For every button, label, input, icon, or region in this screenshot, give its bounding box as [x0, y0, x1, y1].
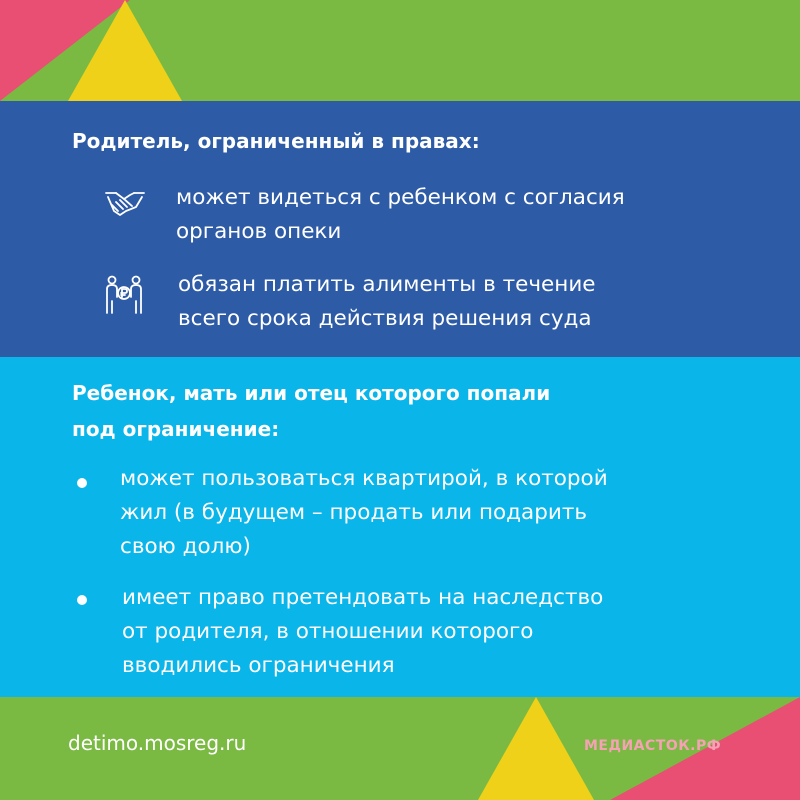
handshake-icon — [104, 189, 146, 225]
child-item-2-line-1: имеет право претендовать на наследство — [122, 585, 604, 610]
child-item-2-text — [122, 581, 603, 683]
bullet-icon — [77, 478, 87, 488]
child-item-2-line-3: вводились ограничения — [122, 653, 395, 678]
site-url-link[interactable]: detimo.mosreg.ru — [68, 731, 247, 755]
child-item-1-text — [120, 462, 608, 564]
parent-item-1-line-1: может видеться с ребенком с согласия — [176, 185, 625, 210]
child-item-1-line-1: может пользоваться квартирой, в которой — [120, 466, 608, 491]
child-item-1-line-3: свою долю) — [120, 534, 251, 559]
top-decor-band — [0, 0, 800, 101]
child-item-1-line-2: жил (в будущем – продать или подарить — [120, 500, 588, 525]
alimony-icon — [104, 275, 144, 319]
child-heading-line-2: под ограничение: — [72, 417, 280, 441]
parent-item-2-text — [178, 268, 596, 336]
bottom-yellow-triangle — [478, 697, 594, 800]
top-yellow-triangle — [68, 0, 182, 101]
child-section-heading — [72, 375, 550, 447]
parent-section-heading: Родитель, ограниченный в правах: — [72, 129, 480, 153]
parent-rights-section — [0, 101, 800, 357]
child-rights-section — [0, 357, 800, 697]
child-item-2-line-2: от родителя, в отношении которого — [122, 619, 534, 644]
parent-item-2-line-2: всего срока действия решения суда — [178, 306, 592, 331]
bullet-icon — [77, 595, 87, 605]
parent-item-1-line-2: органов опеки — [176, 219, 342, 244]
parent-item-1-text — [176, 181, 625, 249]
mediastok-logo: МЕДИАСТОК.РФ — [584, 738, 722, 754]
child-heading-line-1: Ребенок, мать или отец которого попали — [72, 381, 551, 405]
parent-item-2-line-1: обязан платить алименты в течение — [178, 272, 596, 297]
